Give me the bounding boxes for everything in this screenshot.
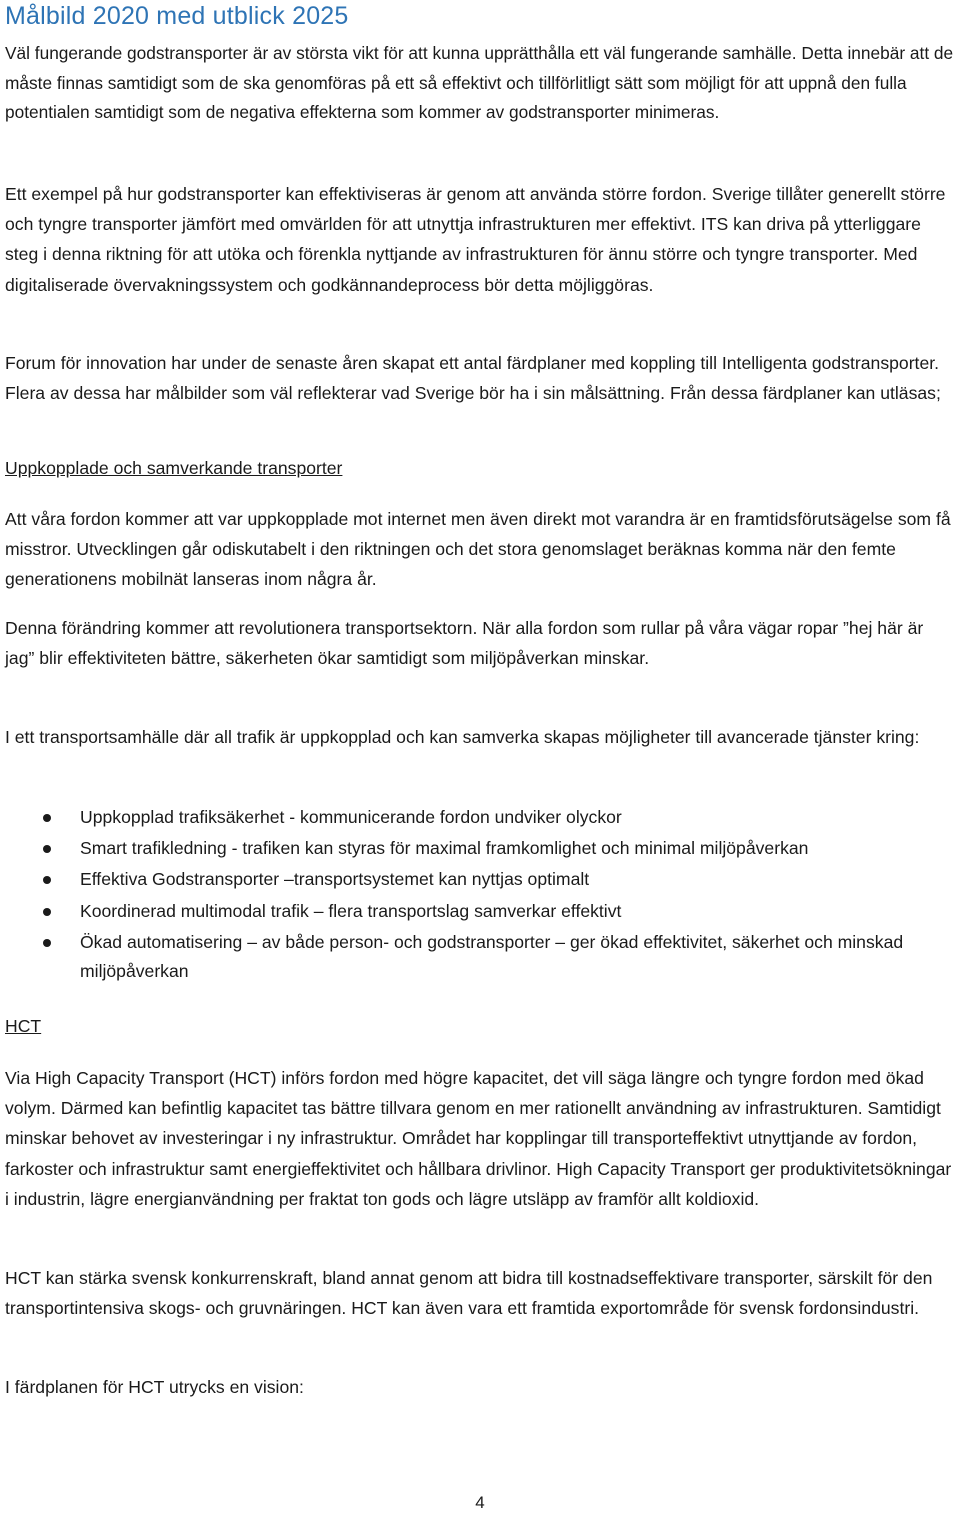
- bullet-icon: [43, 876, 51, 884]
- example-paragraph: Ett exempel på hur godstransporter kan effektiviseras är genom att använda större fordon. Sverige tillåter generellt större och tyngre transporter jämfört med omvärlden för att utnyttja infrastrukturen mer effektivt. ITS kan driva på ytterliggare steg i denna riktning för att utöka och förenkla nyttjande av infrastrukturen för ännu större och tyngre transporter. Med digitaliserade övervakningssystem och godkännandeprocess bör detta möjliggöras.: [5, 184, 946, 295]
- list-item: Smart trafikledning - trafiken kan styras för maximal framkomlighet och minimal miljöpåverkan: [5, 834, 955, 863]
- section-heading-connected: Uppkopplade och samverkande transporter: [5, 458, 343, 478]
- section-heading-hct: HCT: [5, 1016, 42, 1036]
- list-item: Effektiva Godstransporter –transportsystemet kan nyttjas optimalt: [5, 865, 955, 894]
- forum-paragraph: Forum för innovation har under de senaste åren skapat ett antal färdplaner med koppling till Intelligenta godstransporter. Flera av dessa har målbilder som väl reflekterar vad Sverige bör ha i sin målsättning. Från dessa färdplaner kan utläsas;: [5, 353, 941, 404]
- list-item: Koordinerad multimodal trafik – flera transportslag samverkar effektivt: [5, 897, 955, 926]
- bullet-icon: [43, 814, 51, 822]
- page-title: Målbild 2020 med utblick 2025: [5, 2, 349, 30]
- list-item: Ökad automatisering – av både person- och godstransporter – ger ökad effektivitet, säkerhet och minskad miljöpåverkan: [5, 928, 955, 986]
- hct-paragraph-1: Via High Capacity Transport (HCT) införs fordon med högre kapacitet, det vill säga längre och tyngre fordon med ökad volym. Därmed kan befintlig kapacitet tas bättre tillvara genom en mer rationellt användning av infrastrukturen. Samtidigt minskar behovet av investeringar i ny infrastruktur. Området har kopplingar till transporteffektivt utnyttjande av fordon, farkoster och infrastruktur samt energieffektivitet och hållbara drivlinor. High Capacity Transport ger produktivitetsökningar i industrin, lägre energianvändning per fraktat ton gods och lägre utsläpp av framför allt koldioxid.: [5, 1068, 952, 1209]
- intro-paragraph: Väl fungerande godstransporter är av största vikt för att kunna upprätthålla ett väl fungerande samhälle. Detta innebär att de måste finnas samtidigt som de ska genomföras på ett så effektivt och tillförlitligt sätt som möjligt för att uppnå den fulla potentialen samtidigt som de negativa effekterna som kommer av godstransporter minimeras.: [5, 43, 954, 123]
- bullet-icon: [43, 845, 51, 853]
- services-list: [5, 803, 955, 988]
- hct-paragraph-3: I färdplanen för HCT utrycks en vision:: [5, 1377, 304, 1397]
- page-number: 4: [475, 1493, 485, 1512]
- connected-paragraph-1: Att våra fordon kommer att var uppkopplade mot internet men även direkt mot varandra är en framtidsförutsägelse som få misstror. Utvecklingen går odiskutabelt i den riktningen och det stora genomslaget beräknas komma när den femte generationens mobilnät lanseras inom några år.: [5, 509, 951, 590]
- bullet-icon: [43, 939, 51, 947]
- list-item: Uppkopplad trafiksäkerhet - kommunicerande fordon undviker olyckor: [5, 803, 955, 832]
- hct-paragraph-2: HCT kan stärka svensk konkurrenskraft, bland annat genom att bidra till kostnadseffektivare transporter, särskilt för den transportintensiva skogs- och gruvnäringen. HCT kan även vara ett framtida exportområde för svensk fordonsindustri.: [5, 1268, 933, 1319]
- bullet-icon: [43, 908, 51, 916]
- connected-paragraph-3: I ett transportsamhälle där all trafik är uppkopplad och kan samverka skapas möjligheter till avancerade tjänster kring:: [5, 727, 920, 747]
- connected-paragraph-2: Denna förändring kommer att revolutionera transportsektorn. När alla fordon som rullar på våra vägar ropar ”hej här är jag” blir effektiviteten bättre, säkerheten ökar samtidigt som miljöpåverkan minskar.: [5, 618, 924, 669]
